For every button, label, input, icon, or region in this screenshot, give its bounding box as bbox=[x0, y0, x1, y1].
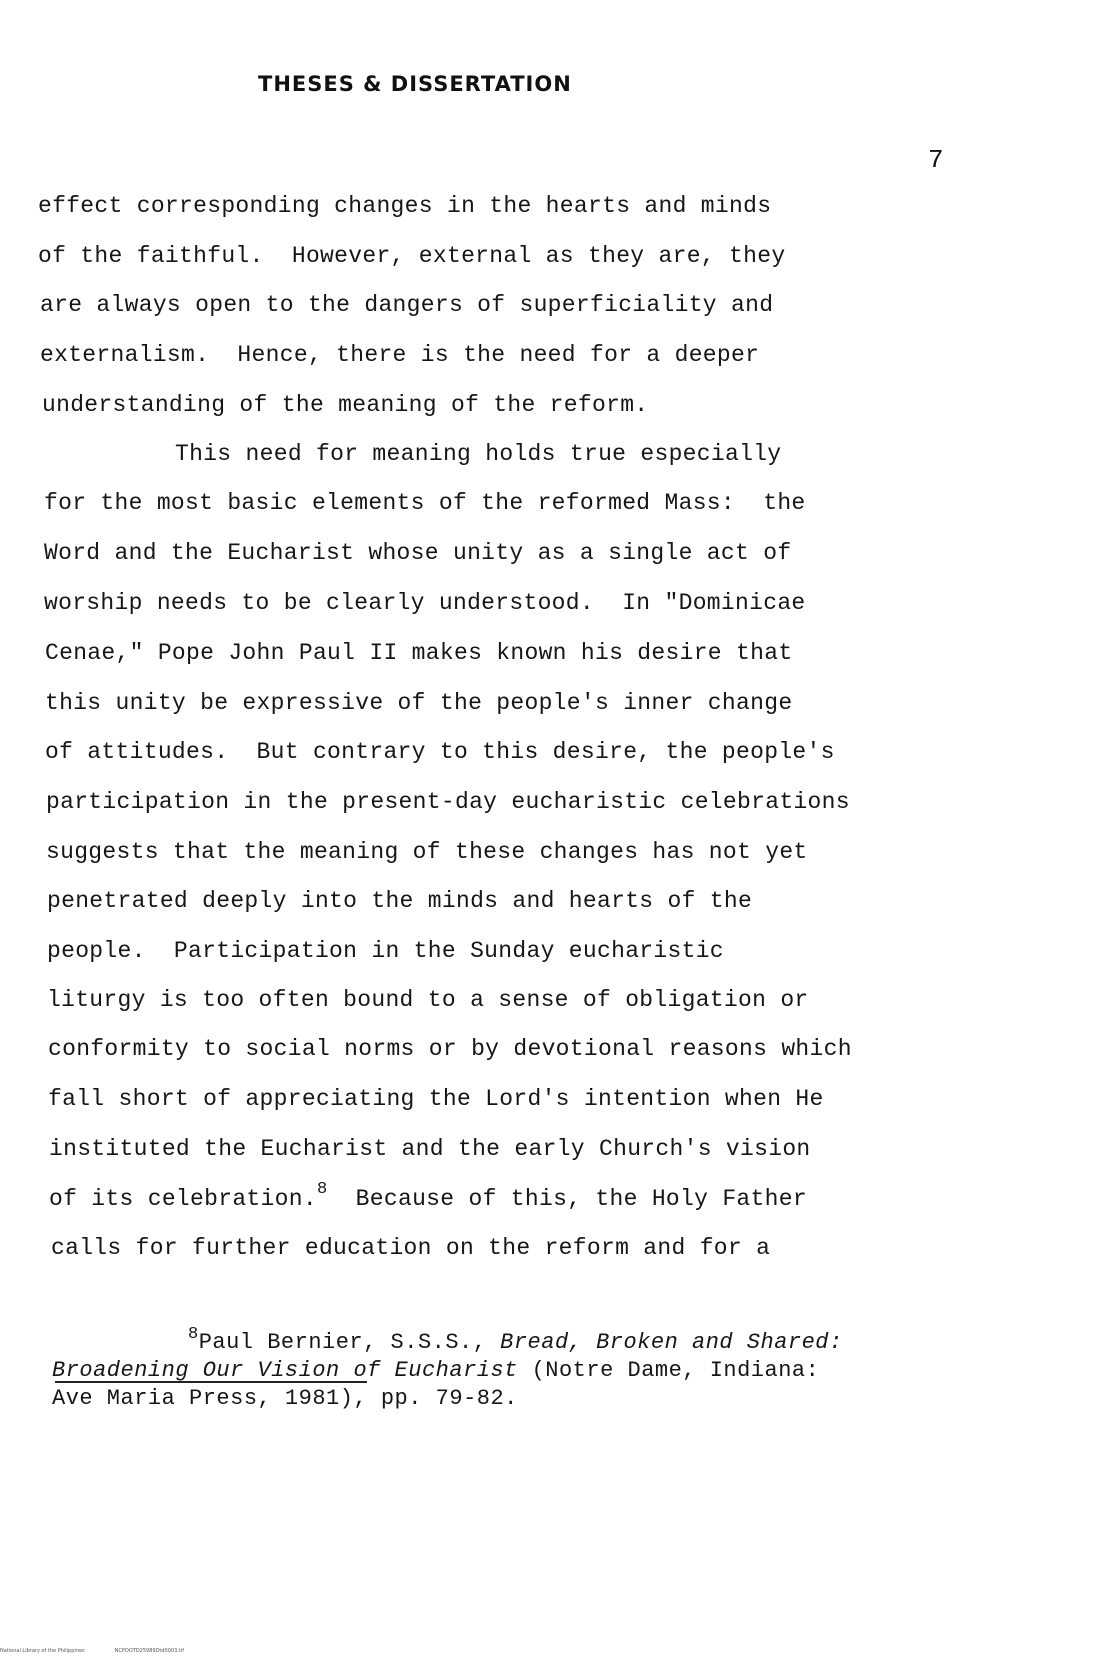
footnote-line bbox=[188, 1325, 843, 1355]
scan-footer-strip bbox=[0, 1648, 214, 1654]
text-line: externalism. Hence, there is the need for a deeper bbox=[40, 342, 760, 368]
text-line: Word and the Eucharist whose unity as a single act of bbox=[44, 540, 792, 566]
text-line: Cenae," Pope John Paul II makes known his desire that bbox=[45, 640, 793, 666]
text-line: worship needs to be clearly understood. In "Dominicae bbox=[44, 590, 806, 616]
footnote-title: Broadening Our Vision of Eucharist bbox=[52, 1358, 518, 1383]
footnote-number: 8 bbox=[188, 1325, 199, 1344]
text-line: for the most basic elements of the reformed Mass: the bbox=[44, 490, 806, 516]
scan-code: NCPOOTD25989Dtd0003.tif bbox=[114, 1648, 184, 1654]
text-line: people. Participation in the Sunday eucharistic bbox=[47, 938, 724, 964]
text-segment: of its celebration. bbox=[49, 1186, 317, 1212]
text-line: suggests that the meaning of these changes has not yet bbox=[46, 839, 808, 865]
text-line: liturgy is too often bound to a sense of obligation or bbox=[47, 987, 809, 1013]
library-label: National Library of the Philippines bbox=[0, 1648, 85, 1654]
theses-dissertation-stamp: THESES & DISSERTATION bbox=[258, 72, 572, 96]
page-number: 7 bbox=[928, 145, 944, 175]
text-line: penetrated deeply into the minds and hearts of the bbox=[47, 888, 753, 914]
text-line: calls for further education on the reform and for a bbox=[51, 1235, 771, 1261]
text-line: fall short of appreciating the Lord's intention when He bbox=[48, 1086, 824, 1112]
text-line: effect corresponding changes in the hearts and minds bbox=[38, 193, 772, 219]
footnote-publisher: (Notre Dame, Indiana: bbox=[517, 1358, 820, 1383]
footnote-line: Ave Maria Press, 1981), pp. 79-82. bbox=[52, 1386, 518, 1411]
text-line: of the faithful. However, external as they are, they bbox=[38, 243, 786, 269]
text-line: conformity to social norms or by devotional reasons which bbox=[48, 1036, 852, 1062]
footnote-title: Bread, Broken and Shared: bbox=[500, 1330, 843, 1355]
footnote-line bbox=[52, 1358, 819, 1383]
footnote-reference: 8 bbox=[316, 1180, 328, 1199]
text-segment: Because of this, the Holy Father bbox=[327, 1186, 807, 1212]
text-line-with-footnote-ref bbox=[49, 1180, 807, 1212]
paragraph-start-line: This need for meaning holds true especially bbox=[175, 441, 782, 467]
text-line: participation in the present-day eucharistic celebrations bbox=[46, 789, 850, 815]
text-line: this unity be expressive of the people's inner change bbox=[45, 690, 793, 716]
text-line: instituted the Eucharist and the early Church's vision bbox=[49, 1136, 811, 1162]
text-line: of attitudes. But contrary to this desire, the people's bbox=[45, 739, 835, 765]
text-line: understanding of the meaning of the reform. bbox=[42, 392, 649, 418]
footnote-author: Paul Bernier, S.S.S., bbox=[198, 1330, 501, 1355]
text-line: are always open to the dangers of superficiality and bbox=[40, 292, 774, 318]
